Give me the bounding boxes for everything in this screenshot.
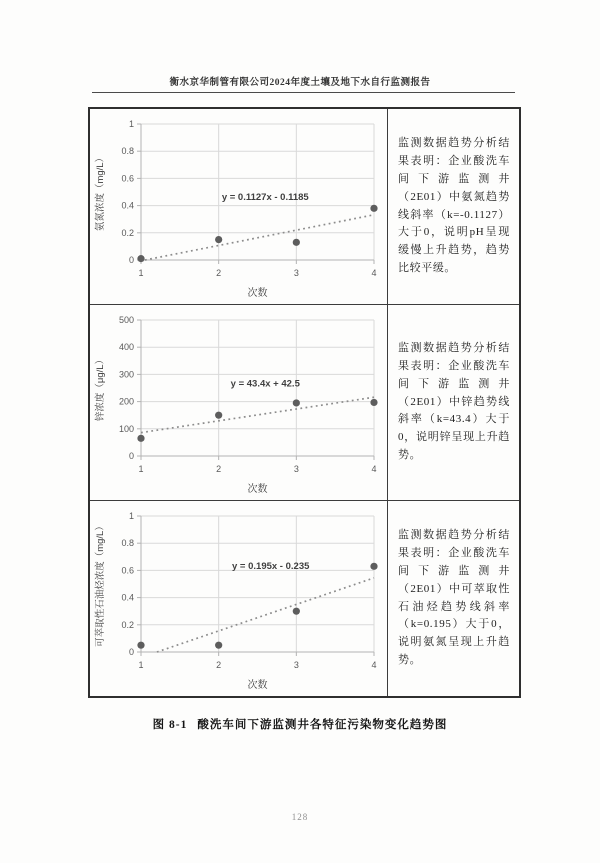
svg-text:次数: 次数: [247, 484, 267, 495]
svg-text:y = 0.1127x - 0.1185: y = 0.1127x - 0.1185: [221, 192, 309, 204]
svg-text:0.4: 0.4: [120, 200, 134, 211]
svg-text:0: 0: [128, 255, 134, 265]
svg-text:0.8: 0.8: [120, 146, 134, 157]
ammonia-nitrogen-analysis-cell: [388, 108, 521, 305]
zinc-analysis-cell: [388, 305, 521, 501]
svg-text:氨氮浓度（mg/L）: 氨氮浓度（mg/L）: [94, 152, 106, 232]
svg-text:0: 0: [128, 451, 134, 461]
trend-analysis-text: 监测数据趋势分析结果表明：企业酸洗车间下游监测井（2E01）中氨氮趋势线斜率（k=-0.1127）大于0，说明pH呈现缓慢上升趋势，趋势比较平缓。: [398, 137, 510, 274]
svg-text:y = 43.4x + 42.5: y = 43.4x + 42.5: [230, 378, 300, 390]
svg-text:3: 3: [293, 660, 299, 670]
svg-text:0.6: 0.6: [120, 565, 134, 576]
svg-text:4: 4: [370, 660, 377, 670]
trend-analysis-text: 监测数据趋势分析结果表明：企业酸洗车间下游监测井（2E01）中锌趋势线斜率（k=43.4）大于0，说明锌呈现上升趋势。: [398, 342, 510, 462]
svg-text:0: 0: [128, 647, 134, 657]
petroleum-trend-chart: [91, 506, 387, 694]
petroleum-analysis-cell: [388, 501, 521, 698]
page-number: 128: [291, 812, 309, 822]
svg-text:2: 2: [215, 660, 221, 670]
svg-text:可萃取性石油烃浓度（mg/L）: 可萃取性石油烃浓度（mg/L）: [94, 521, 106, 647]
svg-text:500: 500: [118, 315, 134, 325]
svg-text:y = 0.195x - 0.235: y = 0.195x - 0.235: [231, 561, 309, 573]
svg-text:次数: 次数: [247, 288, 267, 299]
trend-analysis-text: 监测数据趋势分析结果表明：企业酸洗车间下游监测井（2E01）中可萃取性石油烃趋势线斜率（k=0.195）大于0，说明氨氮呈现上升趋势。: [398, 529, 510, 666]
svg-text:0.8: 0.8: [120, 538, 134, 549]
svg-text:1: 1: [137, 660, 144, 670]
figure-caption-title: 酸洗车间下游监测井各特征污染物变化趋势图: [197, 719, 448, 731]
figure-caption-number: 图 8-1: [152, 719, 188, 731]
svg-text:3: 3: [293, 464, 299, 474]
svg-text:0.2: 0.2: [120, 227, 134, 238]
svg-text:100: 100: [118, 423, 134, 434]
svg-text:300: 300: [118, 369, 134, 380]
table-row-petroleum-hydrocarbons: [89, 501, 520, 698]
zinc-chart-cell: [89, 305, 388, 501]
svg-text:0.2: 0.2: [120, 619, 134, 630]
svg-text:2: 2: [215, 268, 221, 278]
svg-text:1: 1: [137, 464, 144, 474]
svg-text:2: 2: [215, 464, 221, 474]
trend-figure-table: [88, 107, 521, 698]
page-header-title: 衡水京华制管有限公司2024年度土壤及地下水自行监测报告: [169, 78, 431, 88]
table-row-zinc: [89, 305, 520, 501]
svg-text:200: 200: [118, 396, 134, 407]
figure-caption: [0, 716, 600, 732]
table-row-ammonia-nitrogen: [89, 108, 520, 305]
svg-text:锌浓度（μg/L）: 锌浓度（μg/L）: [94, 354, 106, 422]
svg-text:0.4: 0.4: [120, 592, 134, 603]
svg-text:次数: 次数: [247, 680, 267, 691]
svg-text:4: 4: [370, 464, 377, 474]
svg-text:1: 1: [128, 119, 134, 129]
svg-text:1: 1: [128, 511, 134, 521]
svg-text:4: 4: [370, 268, 377, 278]
svg-text:3: 3: [293, 268, 299, 278]
svg-text:400: 400: [118, 342, 134, 353]
ammonia-nitrogen-chart-cell: [89, 108, 388, 305]
ammonia-nitrogen-trend-chart: [91, 114, 387, 302]
svg-text:1: 1: [137, 268, 144, 278]
header-divider: [92, 92, 515, 93]
petroleum-chart-cell: [89, 501, 388, 698]
zinc-trend-chart: [91, 310, 387, 498]
svg-text:0.6: 0.6: [120, 173, 134, 184]
